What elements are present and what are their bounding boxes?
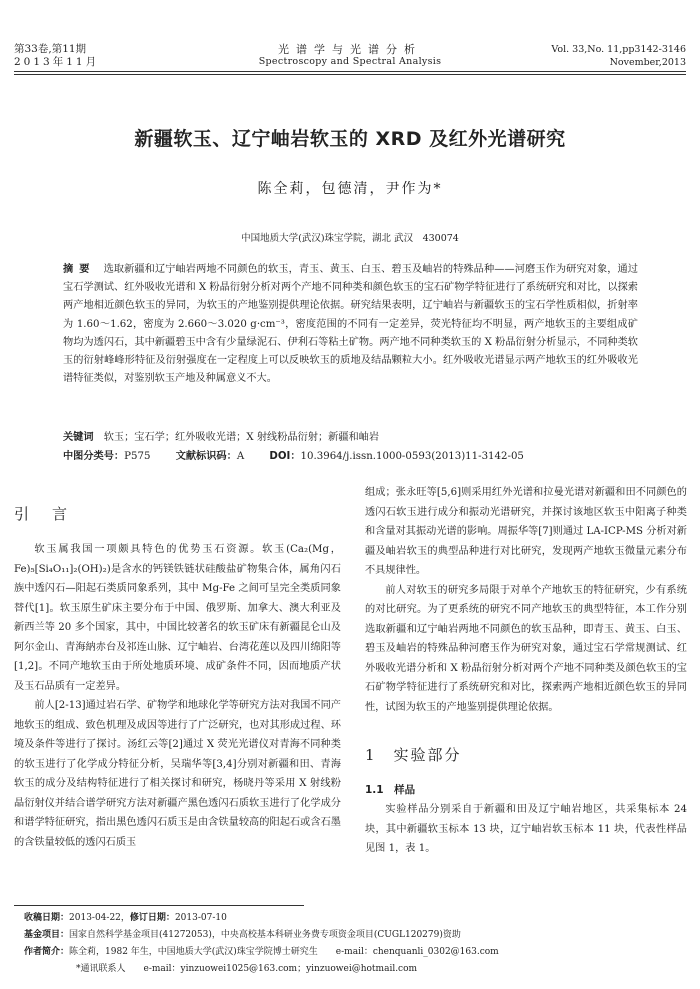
affiliation: 中国地质大学(武汉)珠宝学院，湖北 武汉 430074 bbox=[241, 233, 459, 244]
clc-label: 中图分类号： bbox=[63, 451, 125, 462]
volume-en: Vol. 33,No. 11,pp3142-3146 bbox=[551, 44, 686, 55]
abstract-text: 选取新疆和辽宁岫岩两地不同颜色的软玉，青玉、黄玉、白玉、碧玉及岫岩的特殊品种——河磨玉作为研究对象，通过宝石学测试、红外吸收光谱和 X 粉晶衍射分析对两个产地不同种类和颜色软玉的宝石矿物学特征进行了系统研究和对比，以探索两产地相近颜色软玉的异同，为软玉的产地鉴别提供理论依据。研究结果表明，辽宁岫岩与新疆软玉的宝石学性质相似，折射率为 1.60～1.62，密度为 2.660～3.020 g·cm⁻³，密度范围的不同有一定差异，荧光特征均不明显，两产地软玉的主要组成矿物均为透闪石，其中新疆碧玉中含有少量绿泥石、伊利石等粘土矿物。两产地不同种类软玉的 X 粉晶衍射分析显示，不同种类软玉的衍射峰峰形特征及衍射强度在一定程度上可以反映软玉的质地及结晶颗粒大小。红外吸收光谱显示两产地软玉的红外吸收光谱特征类似，对鉴别软玉产地及种属意义不大。 bbox=[63, 264, 638, 385]
clc-value: P575 bbox=[124, 451, 151, 462]
doc-code-value: A bbox=[236, 451, 245, 462]
fund-label: 基金项目： bbox=[24, 930, 70, 940]
bio-text: 陈全莉，1982 年生，中国地质大学(武汉)珠宝学院博士研究生 e-mail：chenquanli_0302@163.com bbox=[69, 947, 499, 957]
corresponding-line: *通讯联系人 e-mail：yinzuowei1025@163.com；yinzuowei@hotmail.com bbox=[76, 964, 418, 974]
date-en: November,2013 bbox=[609, 57, 686, 68]
intro-heading: 引 言 bbox=[14, 505, 72, 523]
abstract-label: 摘要 bbox=[63, 264, 96, 275]
section-1-1-heading: 1.1 样品 bbox=[365, 784, 416, 796]
doi-label: DOI： bbox=[269, 451, 301, 462]
date-cn: 2013年11月 bbox=[14, 56, 100, 68]
doi-value: 10.3964/j.issn.1000-0593(2013)11-3142-05 bbox=[300, 451, 524, 462]
keywords-text: 软玉；宝石学；红外吸收光谱；X 射线粉晶衍射；新疆和岫岩 bbox=[103, 432, 380, 443]
fund-text: 国家自然科学基金项目(41272053)，中央高校基本科研业务费专项资金项目(CUGL120279)资助 bbox=[69, 930, 461, 940]
abstract bbox=[63, 261, 638, 388]
header-rule bbox=[14, 71, 686, 72]
keywords bbox=[63, 429, 638, 447]
bio-line bbox=[24, 944, 499, 961]
received-date: 2013-04-22， bbox=[69, 913, 130, 923]
bio-label: 作者简介： bbox=[24, 947, 70, 957]
volume-cn: 第33卷,第11期 bbox=[14, 43, 87, 55]
right-column bbox=[365, 483, 687, 717]
received-label: 收稿日期： bbox=[24, 913, 70, 923]
revised-date: 2013-07-10 bbox=[174, 913, 227, 923]
footnotes bbox=[24, 910, 499, 978]
fund-line bbox=[24, 927, 499, 944]
section-1-1-paragraph: 实验样品分别采自于新疆和田及辽宁岫岩地区，共采集标本 24 块，其中新疆软玉标本 13 块，辽宁岫岩软玉标本 11 块，代表性样品见图 1，表 1。 bbox=[365, 804, 687, 854]
section-1-1-body bbox=[365, 800, 687, 859]
classification-line bbox=[63, 448, 663, 466]
intro-paragraph-3: 组成；张永旺等[5,6]则采用红外光谱和拉曼光谱对新疆和田不同颜色的透闪石软玉进行成分和振动光谱研究，并探讨该地区软玉中阳离子种类和含量对其振动光谱的影响。周振华等[7]则通过 LA-ICP-MS 分析对新疆及岫岩软玉的典型品种进行对比研究，发现两产地软玉微量元素分布不具规律性。 bbox=[365, 487, 687, 576]
header-right bbox=[551, 43, 686, 69]
doc-code-label: 文献标识码： bbox=[175, 451, 237, 462]
header-rule-thin bbox=[14, 74, 686, 75]
revised-label: 修订日期： bbox=[129, 913, 175, 923]
footnote-rule bbox=[14, 905, 304, 906]
intro-paragraph-1: 软玉属我国一项颇具特色的优势玉石资源。软玉(Ca₂(Mg，Fe)₅[Si₄O₁₁]₂(OH)₂)是含水的钙镁铁链状硅酸盐矿物集合体，属角闪石族中透闪石—阳起石类质同象系列，其中 Mg-Fe 之间可呈完全类质同象替代[1]。软玉原生矿床主要分布于中国、俄罗斯、加拿大、澳大利亚及新西兰等 20 多个国家，其中，中国比较著名的软玉矿床有新疆昆仑山及阿尔金山、青海納赤台及祁连山脉、辽宁岫岩、台湾花莲以及四川绵阳等[1,2]。不同产地软玉由于所处地质环境、成矿条件不同，因而地质产状及玉石品质有一定差异。 bbox=[14, 544, 341, 692]
intro-paragraph-4: 前人对软玉的研究多局限于对单个产地软玉的特征研究，少有系统的对比研究。为了更系统的研究不同产地软玉的典型特征，本工作分别选取新疆和辽宁岫岩两地不同颜色的软玉品种，即青玉、黄玉、白玉、碧玉及岫岩的特殊品种河磨玉作为研究对象，通过宝石学常规测试、红外吸收光谱分析和 X 粉晶衍射分析对两个产地不同种类及颜色软玉的宝石矿物学特征进行了系统研究和对比，探索两产地相近颜色软玉的异同性，试图为软玉的产地鉴别提供理论依据。 bbox=[365, 584, 687, 713]
keywords-label: 关键词 bbox=[63, 432, 94, 443]
section-1-heading: 1 实验部分 bbox=[365, 746, 462, 764]
left-column bbox=[14, 540, 341, 852]
paper-title: 新疆软玉、辽宁岫岩软玉的 XRD 及红外光谱研究 bbox=[134, 128, 566, 150]
journal-title-en: Spectroscopy and Spectral Analysis bbox=[258, 56, 442, 67]
dates-line bbox=[24, 910, 499, 927]
authors: 陈全莉，包德清，尹作为* bbox=[257, 181, 443, 197]
intro-paragraph-2: 前人[2-13]通过岩石学、矿物学和地球化学等研究方法对我国不同产地软玉的组成、致色机理及成因等进行了广泛研究，也对其形成过程、环境及条件等进行了探讨。汤红云等[2]通过 X 荧光光谱仪对青海不同种类的软玉进行了化学成分特征分析，吴瑞华等[3,4]分别对新疆和田、青海软玉的成分及结构特征进行了相关探讨和研究，杨晓丹等采用 X 射线粉晶衍射仪并结合谱学研究方法对新疆产黑色透闪石质软玉进行了化学成分和谱学特征研究，指出黑色透闪石质玉是由含铁量较高的阳起石或含石墨的含铁量较低的透闪石质玉 bbox=[14, 700, 341, 848]
journal-title-cn: 光谱学与光谱分析 bbox=[278, 43, 422, 56]
